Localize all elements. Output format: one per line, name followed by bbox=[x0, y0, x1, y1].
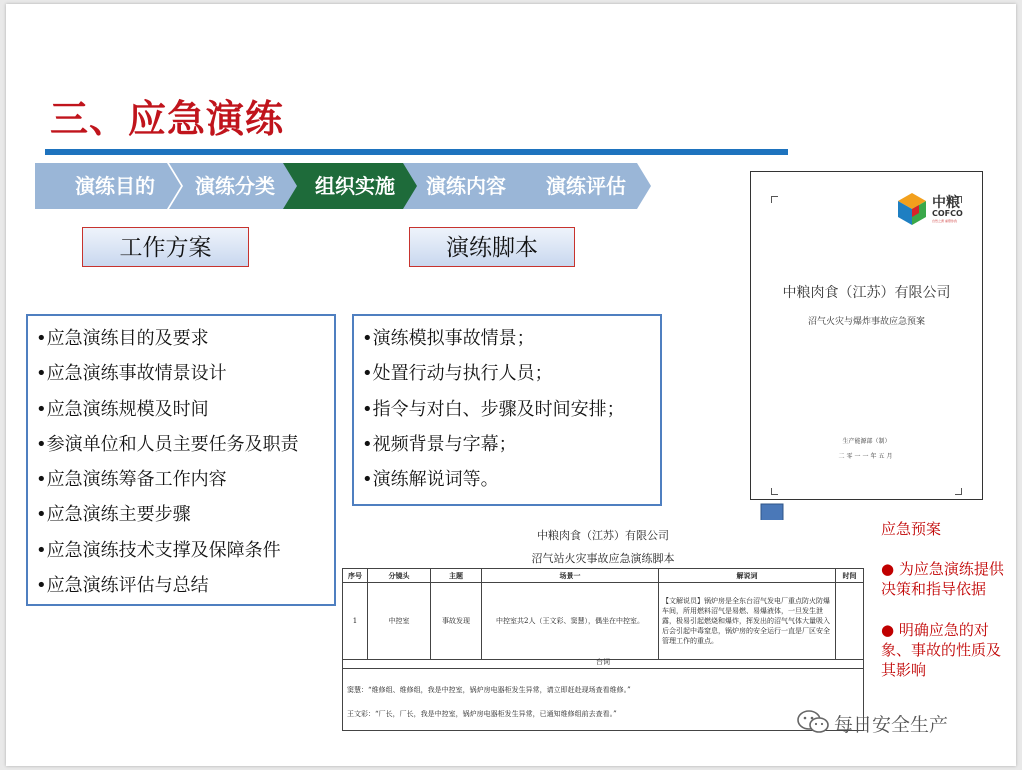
plan-label: 应急预案 bbox=[881, 520, 942, 538]
drill-script-document bbox=[340, 520, 866, 732]
note-bullet-1: ● 为应急演练提供决策和指导依据 bbox=[881, 560, 1004, 598]
list-item: •参演单位和人员主要任务及职责 bbox=[36, 433, 299, 455]
table-cell: 中控室共2人（王文彩、窦慧），偶坐在中控室。 bbox=[482, 583, 659, 660]
table-cell: 事故发现 bbox=[431, 583, 482, 660]
table-row bbox=[343, 583, 864, 660]
script-title: 沼气站火灾事故应急演练脚本 bbox=[531, 552, 675, 565]
cofco-cube-icon bbox=[896, 192, 928, 226]
table-cell bbox=[836, 583, 864, 660]
note-bullet-2: ● 明确应急的对象、事故的性质及其影响 bbox=[881, 621, 1002, 679]
list-item: •应急演练评估与总结 bbox=[36, 575, 209, 597]
list-item: •演练解说词等。 bbox=[362, 469, 499, 491]
watermark-text: 每日安全生产 bbox=[834, 714, 949, 736]
list-item: •应急演练规模及时间 bbox=[36, 398, 209, 420]
col-header: 分镜头 bbox=[368, 569, 431, 583]
list-item: •处置行动与执行人员； bbox=[362, 363, 553, 385]
list-item: •视频背景与字幕； bbox=[362, 433, 517, 455]
wechat-icon bbox=[796, 709, 830, 735]
crop-mark bbox=[771, 488, 778, 495]
table-cell: 【文解说员】锅炉房是全东台沼气发电厂重点防火防爆车间，所用燃料沼气是易燃、易爆液体，一旦发生泄露，极易引起燃烧和爆炸，挥发出的沼气气体大量吸入后会引起中毒窒息，锅炉房的安全运行一直是厂区安全管理工作的重点。 bbox=[659, 583, 836, 660]
col-header: 时间 bbox=[836, 569, 864, 583]
list-item: •演练模拟事故情景； bbox=[362, 328, 535, 349]
lines-header: 台词 bbox=[342, 656, 864, 669]
list-item: •应急演练目的及要求 bbox=[36, 328, 209, 349]
step-label-purpose: 演练目的 bbox=[75, 174, 155, 198]
col-header: 解说词 bbox=[659, 569, 836, 583]
work-plan-list bbox=[26, 314, 336, 606]
script-table bbox=[342, 568, 864, 660]
list-item: •应急演练筹备工作内容 bbox=[36, 469, 227, 491]
dialogue-line: 窦慧：“维修组、维修组，我是中控室，锅炉房电器柜发生异常，请立即赶赴现场查看维修。” bbox=[347, 686, 631, 694]
list-item: •应急演练主要步骤 bbox=[36, 504, 191, 526]
crop-mark bbox=[955, 488, 962, 495]
step-label-content: 演练内容 bbox=[426, 174, 506, 198]
list-item: •指令与对白、步骤及时间安排； bbox=[362, 398, 625, 420]
page-title: 三、应急演练 bbox=[50, 97, 285, 141]
doc-subtitle: 沼气火灾与爆炸事故应急预案 bbox=[807, 317, 925, 327]
crop-mark bbox=[771, 196, 778, 203]
col-header: 主题 bbox=[431, 569, 482, 583]
table-header-row bbox=[343, 569, 864, 583]
logo-text-cn: 中粮 bbox=[932, 195, 960, 211]
doc-department: 生产能源部（制） bbox=[842, 438, 891, 445]
logo-text-en: COFCO bbox=[932, 209, 963, 218]
drill-script-list bbox=[352, 314, 662, 506]
step-label-category: 演练分类 bbox=[195, 174, 275, 198]
title-underline bbox=[45, 149, 788, 155]
doc-date: 二零一一年五月 bbox=[838, 453, 895, 460]
step-label-evaluation: 演练评估 bbox=[546, 174, 626, 198]
drill-script-tag: 演练脚本 bbox=[409, 227, 575, 267]
list-item: •应急演练技术支撑及保障条件 bbox=[36, 539, 281, 561]
col-header: 序号 bbox=[343, 569, 368, 583]
doc-company: 中粮肉食（江苏）有限公司 bbox=[782, 285, 951, 301]
work-plan-tag: 工作方案 bbox=[82, 227, 249, 267]
list-item: •应急演练事故情景设计 bbox=[36, 363, 227, 385]
dialogue-line: 王文彩：“厂长，厂长，我是中控室，锅炉房电器柜发生异常，已通知维修组前去查看。” bbox=[347, 710, 617, 718]
table-cell: 中控室 bbox=[368, 583, 431, 660]
table-cell: 1 bbox=[343, 583, 368, 660]
lines-box bbox=[342, 669, 864, 731]
logo-tagline: 自然之源 重塑你我 bbox=[932, 219, 957, 223]
script-company: 中粮肉食（江苏）有限公司 bbox=[537, 529, 669, 542]
step-label-implementation: 组织实施 bbox=[315, 174, 395, 198]
emergency-plan-document bbox=[750, 171, 983, 500]
cofco-logo bbox=[896, 192, 976, 232]
col-header: 场景一 bbox=[482, 569, 659, 583]
